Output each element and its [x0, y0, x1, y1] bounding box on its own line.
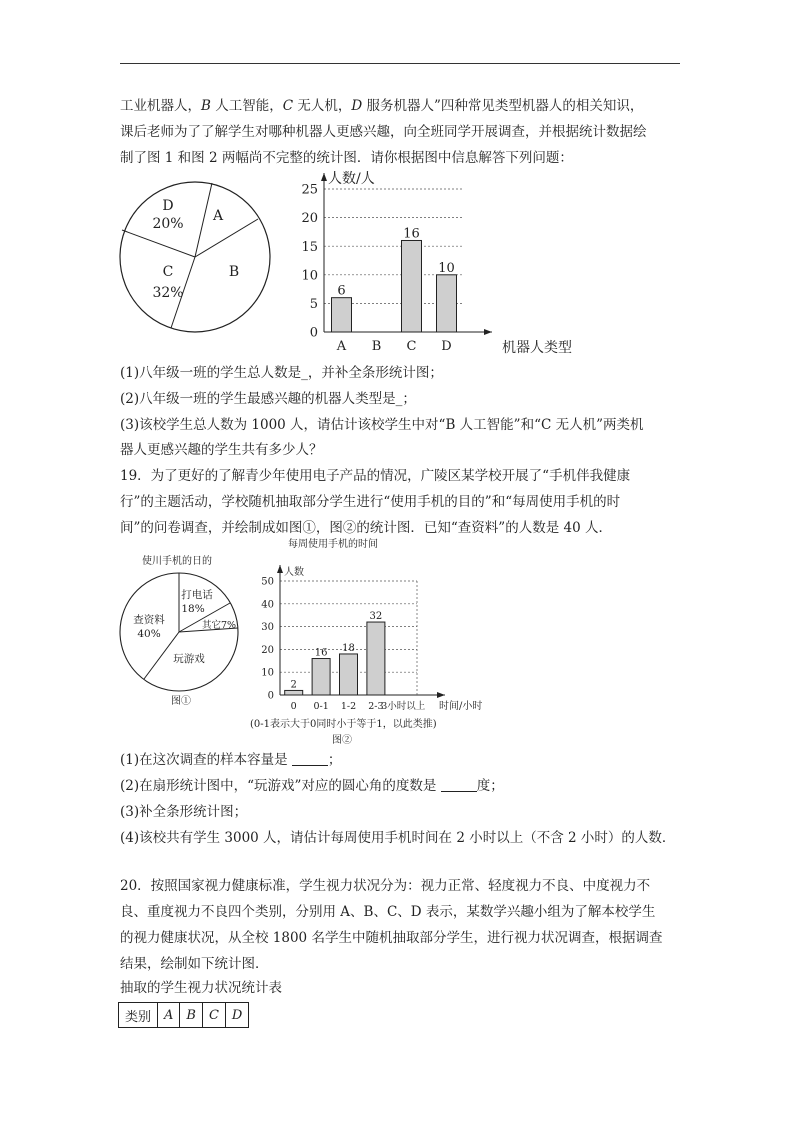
x-tick-label: 3小时以上 — [381, 701, 426, 712]
q19-bar-chart — [250, 537, 520, 746]
bar-value-label: 10 — [438, 260, 455, 276]
x-tick-label: 0 — [290, 701, 297, 712]
q20-line4: 结果，绘制如下统计图． — [120, 956, 269, 972]
bar — [367, 622, 385, 695]
bar — [340, 654, 358, 695]
y-tick-label: 10 — [261, 667, 274, 679]
bar-value-label: 16 — [314, 647, 328, 659]
q20-line1: 20．按照国家视力健康标准，学生视力状况分为：视力正常、轻度视力不良、中度视力不 — [120, 878, 651, 894]
q18-bar-chart — [290, 168, 572, 358]
q18-pie-label-d: D — [162, 198, 174, 214]
q18-pie-label-b: B — [228, 264, 240, 280]
y-tick-label: 15 — [301, 239, 318, 255]
bar-value-label: 2 — [290, 679, 297, 691]
q19-sub1: (1)在这次调查的样本容量是 ； — [120, 752, 342, 768]
q19-pie-s2: 其它7% — [201, 620, 237, 631]
x-tick-label: 2-3 — [368, 701, 384, 712]
q19-pie-s1p: 18% — [181, 603, 205, 615]
y-axis-label: 人数/人 — [328, 171, 375, 187]
q19-pie-s1: 打电话 — [181, 589, 213, 601]
q18-pie-label-a: A — [212, 208, 224, 224]
q18-sub3-line2: 器人更感兴趣的学生共有多少人？ — [120, 442, 323, 458]
x-axis-label: 时间/小时 — [439, 701, 483, 712]
q18-intro-line3: 制了图 1 和图 2 两幅尚不完整的统计图．请你根据图中信息解答下列问题： — [120, 150, 573, 166]
q19-pie-caption: 图① — [171, 696, 191, 707]
y-axis-arrow — [321, 173, 327, 181]
q18-pie-pct-d: 20% — [152, 216, 184, 232]
y-tick-label: 40 — [261, 599, 274, 611]
table-header-cell: A — [158, 1003, 180, 1028]
q19-pie-s3p: 40% — [137, 628, 161, 640]
q18-sub3-line1: (3)该校学生总人数为 1000 人，请估计该校学生中对“B 人工智能”和“C 无人机”两类机 — [120, 417, 644, 433]
q20-line2: 良、重度视力不良四个类别，分别用 A、B、C、D 表示，某数学兴趣小组为了解本校学生 — [120, 904, 656, 920]
y-tick-label: 5 — [309, 296, 318, 312]
x-axis-label: 机器人类型 — [502, 340, 572, 356]
q18-intro-line2: 课后老师为了了解学生对哪种机器人更感兴趣，向全班同学开展调查，并根据统计数据绘 — [120, 124, 647, 140]
chart-note: (0-1表示大于0同时小于等于1，以此类推) — [250, 719, 437, 730]
bar-value-label: 16 — [403, 226, 420, 242]
q20-table-title: 抽取的学生视力状况统计表 — [120, 980, 282, 996]
q19-sub2: (2)在扇形统计图中，“玩游戏”对应的圆心角的度数是 度； — [120, 778, 504, 794]
q19-sub4: (4)该校共有学生 3000 人，请估计每周使用手机时间在 2 小时以上（不含 2 小时）的人数． — [120, 830, 676, 846]
bar — [332, 298, 352, 332]
q19-pie-s3: 查资料 — [133, 614, 165, 626]
table-header-cell: D — [225, 1003, 248, 1028]
q19-pie-chart — [115, 550, 245, 710]
bar — [402, 240, 422, 332]
bar — [312, 659, 330, 695]
y-tick-label: 20 — [301, 211, 318, 227]
x-tick-label: B — [371, 339, 382, 354]
q19-line1: 19．为了更好的了解青少年使用电子产品的情况，广陵区某学校开展了“手机伴我健康 — [120, 468, 631, 484]
y-tick-label: 0 — [267, 690, 274, 702]
q19-line2: 行”的主题活动，学校随机抽取部分学生进行“使用手机的目的”和“每周使用手机的时 — [120, 494, 621, 510]
table-header-cell: C — [202, 1003, 225, 1028]
y-tick-label: 10 — [301, 268, 318, 284]
q19-pie-s4: 玩游戏 — [173, 653, 205, 665]
y-axis-arrow — [277, 565, 283, 573]
bar-value-label: 6 — [337, 283, 346, 299]
bar — [437, 275, 457, 332]
x-axis-arrow — [484, 329, 492, 335]
x-tick-label: D — [441, 339, 452, 354]
x-tick-label: A — [336, 339, 347, 354]
y-tick-label: 0 — [309, 325, 318, 341]
y-tick-label: 30 — [261, 622, 274, 634]
q19-sub3: (3)补全条形统计图； — [120, 804, 248, 820]
x-tick-label: C — [406, 339, 417, 354]
q18-intro-line1: 工业机器人，B 人工智能，C 无人机，D 服务机器人”四种常见类型机器人的相关知识， — [120, 98, 644, 114]
bar — [285, 690, 303, 695]
chart-title: 每周使用手机的时间 — [288, 539, 378, 550]
q18-sub2: (2)八年级一班的学生最感兴趣的机器人类型是_； — [120, 391, 416, 407]
y-axis-label: 人数 — [284, 567, 304, 578]
y-tick-label: 25 — [301, 182, 318, 198]
q18-pie-chart — [118, 180, 278, 340]
header-rule — [120, 63, 680, 64]
q20-line3: 的视力健康状况，从全校 1800 名学生中随机抽取部分学生，进行视力状况调查，根据调查 — [120, 930, 663, 946]
y-tick-label: 20 — [261, 644, 274, 656]
bar-value-label: 18 — [342, 642, 355, 654]
q20-table — [118, 1002, 249, 1028]
x-tick-label: 0-1 — [313, 701, 329, 712]
q18-sub1: (1)八年级一班的学生总人数是_，并补全条形统计图； — [120, 365, 443, 381]
table-row — [119, 1003, 249, 1028]
x-tick-label: 1-2 — [340, 701, 357, 712]
table-header-cell: B — [180, 1003, 203, 1028]
q19-line3: 间”的问卷调查，并绘制成如图①，图②的统计图．已知“查资料”的人数是 40 人． — [120, 520, 612, 536]
bar-value-label: 32 — [369, 611, 383, 623]
q18-pie-label-c: C — [162, 264, 174, 280]
table-header-cell: 类别 — [119, 1003, 158, 1028]
x-axis-arrow — [437, 692, 445, 698]
q18-pie-pct-c: 32% — [152, 285, 184, 301]
y-tick-label: 50 — [261, 576, 274, 588]
q19-pie-title: 使川手机的日的 — [142, 556, 212, 567]
chart-caption: 图② — [332, 735, 352, 746]
